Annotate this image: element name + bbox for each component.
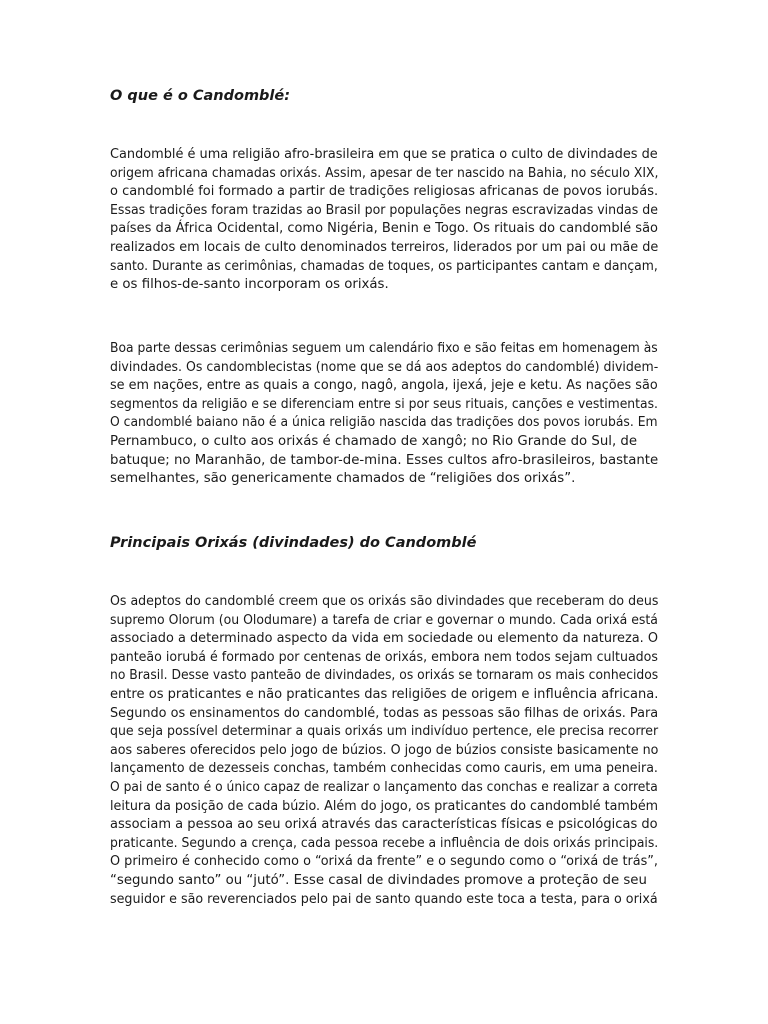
heading-main-orixas: Principais Orixás (divindades) do Candomblé [110,535,477,551]
text-line: entre os praticantes e não praticantes das religiões de origem e influência africana. [110,686,659,702]
paragraph-orixas [110,593,658,909]
paragraph-ceremonies [110,340,658,489]
text-line: O primeiro é conhecido como o “orixá da frente” e o segundo como o “orixá de trás”, [110,854,659,870]
text-line: o candomblé foi formado a partir de tradições religiosas africanas de povos iorubás. [110,184,659,200]
text-line: praticante. Segundo a crença, cada pessoa recebe a influência de dois orixás principais. [110,835,659,851]
text-line: no Brasil. Desse vasto panteão de divindades, os orixás se tornaram os mais conhecidos [110,668,659,684]
text-line: origem africana chamadas orixás. Assim, apesar de ter nascido na Bahia, no século XIX, [110,165,659,181]
text-line: seguidor e são reverenciados pelo pai de santo quando este toca a testa, para o orixá [110,891,658,907]
text-line: associado a determinado aspecto da vida em sociedade ou elemento da natureza. O [110,631,658,647]
text-line: aos saberes oferecidos pelo jogo de búzios. O jogo de búzios consiste basicamente no [110,742,659,758]
text-line: Os adeptos do candomblé creem que os orixás são divindades que receberam do deus [110,594,659,609]
text-line: O pai de santo é o único capaz de realizar o lançamento das conchas e realizar a correta [110,779,658,795]
text-line: Candomblé é uma religião afro-brasileira em que se pratica o culto de divindades de [110,147,658,162]
text-line: panteão iorubá é formado por centenas de orixás, embora nem todos sejam cultuados [110,649,658,665]
text-line: segmentos da religião e se diferenciam entre si por seus rituais, canções e vestimentas. [110,396,658,412]
text-line: batuque; no Maranhão, de tambor-de-mina. Esses cultos afro-brasileiros, bastante [110,452,659,468]
text-line: semelhantes, são genericamente chamados de “religiões dos orixás”. [110,471,576,487]
text-line: Boa parte dessas cerimônias seguem um calendário fixo e são feitas em homenagem às [110,341,658,356]
paragraph-definition [110,146,658,295]
text-line: supremo Olorum (ou Olodumare) a tarefa de criar e governar o mundo. Cada orixá está [110,612,658,628]
text-line: santo. Durante as cerimônias, chamadas de toques, os participantes cantam e dançam, [110,258,658,274]
text-line: O candomblé baiano não é a única religião nascida das tradições dos povos iorubás. Em [110,415,658,431]
text-line: divindades. Os candomblecistas (nome que se dá aos adeptos do candomblé) dividem- [110,359,659,375]
text-line: realizados em locais de culto denominados terreiros, liderados por um pai ou mãe de [110,239,659,255]
text-line: que seja possível determinar a quais orixás um indivíduo pertence, ele precisa recorrer [110,724,659,740]
text-line: Pernambuco, o culto aos orixás é chamado de xangô; no Rio Grande do Sul, de [110,433,638,449]
text-line: lançamento de dezesseis conchas, também conhecidas como cauris, em uma peneira. [110,761,658,777]
text-line: e os filhos-de-santo incorporam os orixás. [110,277,389,293]
text-line: leitura da posição de cada búzio. Além do jogo, os praticantes do candomblé também [110,798,659,814]
text-line: associam a pessoa ao seu orixá através das características físicas e psicológicas do [110,817,658,833]
text-line: se em nações, entre as quais a congo, nagô, angola, ijexá, jeje e ketu. As nações são [110,378,658,394]
heading-what-is-candomble: O que é o Candomblé: [110,88,291,104]
text-line: “segundo santo” ou “jutó”. Esse casal de divindades promove a proteção de seu [110,872,647,888]
text-line: países da África Ocidental, como Nigéria, Benin e Togo. Os rituais do candomblé são [110,221,658,237]
text-line: Essas tradições foram trazidas ao Brasil por populações negras escravizadas vindas de [110,202,658,218]
text-line: Segundo os ensinamentos do candomblé, todas as pessoas são filhas de orixás. Para [110,705,659,721]
